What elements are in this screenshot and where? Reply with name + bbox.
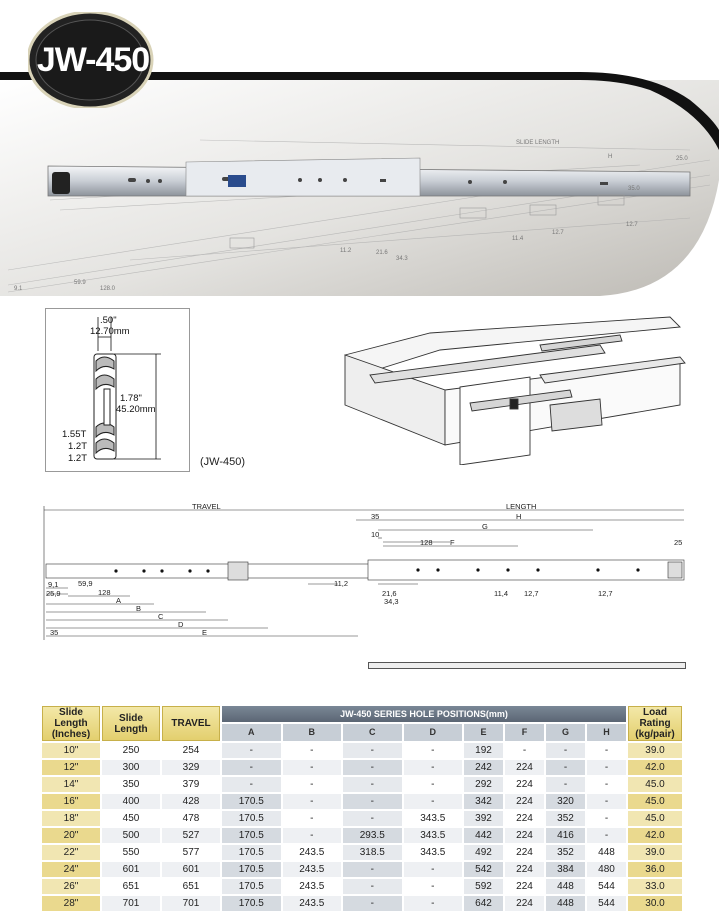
cell-e: 292 xyxy=(464,777,503,792)
cell-b: 243.5 xyxy=(283,879,342,894)
cell-c: - xyxy=(343,794,402,809)
cell-h: - xyxy=(587,828,626,843)
table-row xyxy=(42,794,682,809)
table-row xyxy=(42,760,682,775)
cell-travel: 379 xyxy=(162,777,220,792)
table-row xyxy=(42,777,682,792)
cell-h: 480 xyxy=(587,862,626,877)
cell-load: 45.0 xyxy=(628,794,682,809)
dim-11-2: 11.2 xyxy=(340,248,352,254)
cell-inch: 24" xyxy=(42,862,100,877)
dim-9-1: 9.1 xyxy=(14,286,23,292)
cell-inch: 16" xyxy=(42,794,100,809)
cell-c: 293.5 xyxy=(343,828,402,843)
lbl-travel: TRAVEL xyxy=(192,502,221,511)
dim-12-7a: 12.7 xyxy=(552,230,564,236)
cell-g: 320 xyxy=(546,794,585,809)
cell-a: 170.5 xyxy=(222,845,281,860)
cell-h: 544 xyxy=(587,879,626,894)
cell-e: 192 xyxy=(464,743,503,758)
cell-inch: 18" xyxy=(42,811,100,826)
cell-e: 592 xyxy=(464,879,503,894)
th-load-rating: Load Rating (kg/pair) xyxy=(628,706,682,741)
table-row xyxy=(42,896,682,911)
cell-c: 318.5 xyxy=(343,845,402,860)
table-row xyxy=(42,879,682,894)
cell-e: 392 xyxy=(464,811,503,826)
table-row xyxy=(42,828,682,843)
cell-inch: 12" xyxy=(42,760,100,775)
th-hole-positions: JW-450 SERIES HOLE POSITIONS(mm) xyxy=(222,706,626,722)
cell-a: - xyxy=(222,743,281,758)
lbl-e: E xyxy=(202,628,208,637)
cell-load: 42.0 xyxy=(628,828,682,843)
lbl-59-9: 59,9 xyxy=(78,579,93,588)
cell-load: 45.0 xyxy=(628,777,682,792)
th-g: G xyxy=(546,724,585,741)
cell-a: 170.5 xyxy=(222,794,281,809)
cell-b: - xyxy=(283,794,342,809)
cell-f: 224 xyxy=(505,794,544,809)
cell-travel: 428 xyxy=(162,794,220,809)
lbl-35b: 35 xyxy=(50,628,59,637)
cell-load: 33.0 xyxy=(628,879,682,894)
cell-len: 500 xyxy=(102,828,160,843)
cell-g: 352 xyxy=(546,845,585,860)
drawer-illustration xyxy=(340,305,690,465)
dim-128: 128.0 xyxy=(100,286,116,292)
cell-h: - xyxy=(587,794,626,809)
cs-t1: 1.55T xyxy=(62,429,87,440)
lbl-34-3: 34,3 xyxy=(384,597,399,606)
cs-t2: 1.2T xyxy=(68,441,88,452)
th-f: F xyxy=(505,724,544,741)
cell-b: 243.5 xyxy=(283,896,342,911)
table-row xyxy=(42,845,682,860)
cell-len: 651 xyxy=(102,879,160,894)
lbl-c: C xyxy=(158,612,164,621)
table-row xyxy=(42,811,682,826)
cell-g: 352 xyxy=(546,811,585,826)
cell-a: 170.5 xyxy=(222,896,281,911)
cell-c: - xyxy=(343,811,402,826)
cs-width-in: .50" xyxy=(100,315,117,326)
lbl-length: LENGTH xyxy=(506,502,537,511)
spec-table xyxy=(40,704,684,913)
cell-travel: 651 xyxy=(162,879,220,894)
cell-f: 224 xyxy=(505,777,544,792)
cell-load: 39.0 xyxy=(628,845,682,860)
cell-e: 492 xyxy=(464,845,503,860)
dim-34-3: 34.3 xyxy=(396,256,408,262)
cell-g: - xyxy=(546,743,585,758)
cell-a: - xyxy=(222,760,281,775)
rail-profile-bar xyxy=(368,662,686,669)
cell-inch: 26" xyxy=(42,879,100,894)
cell-len: 701 xyxy=(102,896,160,911)
cell-h: 448 xyxy=(587,845,626,860)
cell-c: - xyxy=(343,862,402,877)
cell-f: 224 xyxy=(505,760,544,775)
cell-c: - xyxy=(343,879,402,894)
cell-d: - xyxy=(404,777,463,792)
cell-b: - xyxy=(283,777,342,792)
th-a: A xyxy=(222,724,281,741)
cell-inch: 20" xyxy=(42,828,100,843)
lbl-b: B xyxy=(136,604,142,613)
lbl-11-4: 11,4 xyxy=(494,589,509,598)
dim-59-9: 59.9 xyxy=(74,280,86,286)
cell-f: - xyxy=(505,743,544,758)
cell-a: 170.5 xyxy=(222,879,281,894)
th-e: E xyxy=(464,724,503,741)
dim-35: 35.0 xyxy=(628,186,640,192)
cross-section-diagram xyxy=(45,308,190,472)
cell-b: - xyxy=(283,828,342,843)
lbl-25: 25 xyxy=(674,538,683,547)
lbl-g: G xyxy=(482,522,488,531)
cs-width-mm: 12.70mm xyxy=(90,326,130,337)
lbl-35a: 35 xyxy=(371,512,380,521)
cell-e: 442 xyxy=(464,828,503,843)
cell-g: 448 xyxy=(546,896,585,911)
cell-d: 343.5 xyxy=(404,828,463,843)
cell-f: 224 xyxy=(505,845,544,860)
cell-d: - xyxy=(404,794,463,809)
cell-h: - xyxy=(587,743,626,758)
cell-d: 343.5 xyxy=(404,811,463,826)
cell-b: - xyxy=(283,743,342,758)
cell-d: - xyxy=(404,896,463,911)
cell-c: - xyxy=(343,743,402,758)
lbl-h: H xyxy=(516,512,522,521)
cell-h: - xyxy=(587,777,626,792)
cell-g: - xyxy=(546,777,585,792)
cell-e: 342 xyxy=(464,794,503,809)
cell-b: - xyxy=(283,760,342,775)
cell-load: 30.0 xyxy=(628,896,682,911)
cell-b: 243.5 xyxy=(283,862,342,877)
cell-load: 36.0 xyxy=(628,862,682,877)
cs-t3: 1.2T xyxy=(68,453,88,464)
cell-inch: 14" xyxy=(42,777,100,792)
cell-travel: 601 xyxy=(162,862,220,877)
model-title: JW-450 xyxy=(36,40,150,79)
lbl-9-1: 9,1 xyxy=(48,580,59,589)
th-c: C xyxy=(343,724,402,741)
cell-travel: 329 xyxy=(162,760,220,775)
cell-c: - xyxy=(343,760,402,775)
cell-travel: 254 xyxy=(162,743,220,758)
th-travel: TRAVEL xyxy=(162,706,220,741)
model-badge xyxy=(28,12,158,108)
dim-11-4: 11.4 xyxy=(512,236,524,242)
cell-len: 550 xyxy=(102,845,160,860)
lbl-128b: 128 xyxy=(98,588,111,597)
lbl-a: A xyxy=(116,596,122,605)
th-slide-length: Slide Length xyxy=(102,706,160,741)
cell-inch: 28" xyxy=(42,896,100,911)
lbl-d: D xyxy=(178,620,184,629)
cell-e: 242 xyxy=(464,760,503,775)
lbl-12-7b: 12,7 xyxy=(598,589,613,598)
cell-load: 39.0 xyxy=(628,743,682,758)
dim-25: 25.0 xyxy=(676,156,688,162)
cell-len: 601 xyxy=(102,862,160,877)
cell-f: 224 xyxy=(505,811,544,826)
lbl-21-6: 21,6 xyxy=(382,589,397,598)
cell-a: 170.5 xyxy=(222,811,281,826)
cell-g: 448 xyxy=(546,879,585,894)
cell-len: 350 xyxy=(102,777,160,792)
cs-height-mm: 45.20mm xyxy=(116,404,156,415)
table-row xyxy=(42,862,682,877)
cell-a: 170.5 xyxy=(222,828,281,843)
cell-d: - xyxy=(404,879,463,894)
technical-drawing xyxy=(38,500,688,640)
cell-d: - xyxy=(404,760,463,775)
cell-b: - xyxy=(283,811,342,826)
cell-c: - xyxy=(343,896,402,911)
cell-g: 416 xyxy=(546,828,585,843)
cell-len: 400 xyxy=(102,794,160,809)
th-h: H xyxy=(587,724,626,741)
cell-travel: 527 xyxy=(162,828,220,843)
cell-load: 42.0 xyxy=(628,760,682,775)
model-caption: (JW-450) xyxy=(200,456,246,468)
cell-travel: 478 xyxy=(162,811,220,826)
lbl-f: F xyxy=(450,538,455,547)
dim-21-6: 21.6 xyxy=(376,250,388,256)
dim-slide-length: SLIDE LENGTH xyxy=(516,140,560,146)
dim-12-7b: 12.7 xyxy=(626,222,638,228)
cell-f: 224 xyxy=(505,828,544,843)
lbl-11-2: 11,2 xyxy=(334,579,349,588)
cell-len: 300 xyxy=(102,760,160,775)
cell-f: 224 xyxy=(505,879,544,894)
cell-d: 343.5 xyxy=(404,845,463,860)
lbl-128a: 128 xyxy=(420,538,433,547)
cell-a: - xyxy=(222,777,281,792)
cell-e: 642 xyxy=(464,896,503,911)
lbl-25-9: 25,9 xyxy=(46,589,61,598)
cell-len: 450 xyxy=(102,811,160,826)
cell-g: - xyxy=(546,760,585,775)
cell-travel: 701 xyxy=(162,896,220,911)
table-row xyxy=(42,743,682,758)
cell-b: 243.5 xyxy=(283,845,342,860)
cell-inch: 22" xyxy=(42,845,100,860)
cell-g: 384 xyxy=(546,862,585,877)
cell-travel: 577 xyxy=(162,845,220,860)
cs-height-in: 1.78" xyxy=(120,393,142,404)
cell-d: - xyxy=(404,743,463,758)
cell-h: 544 xyxy=(587,896,626,911)
lbl-10: 10 xyxy=(371,530,380,539)
th-d: D xyxy=(404,724,463,741)
th-b: B xyxy=(283,724,342,741)
lbl-12-7a: 12,7 xyxy=(524,589,539,598)
cell-h: - xyxy=(587,811,626,826)
dim-h: H xyxy=(608,154,613,160)
cell-d: - xyxy=(404,862,463,877)
spec-table-body xyxy=(42,743,682,911)
cell-len: 250 xyxy=(102,743,160,758)
cell-f: 224 xyxy=(505,896,544,911)
cell-e: 542 xyxy=(464,862,503,877)
cell-h: - xyxy=(587,760,626,775)
cell-inch: 10" xyxy=(42,743,100,758)
cell-a: 170.5 xyxy=(222,862,281,877)
cell-load: 45.0 xyxy=(628,811,682,826)
th-slide-inches: Slide Length (Inches) xyxy=(42,706,100,741)
cell-c: - xyxy=(343,777,402,792)
cell-f: 224 xyxy=(505,862,544,877)
